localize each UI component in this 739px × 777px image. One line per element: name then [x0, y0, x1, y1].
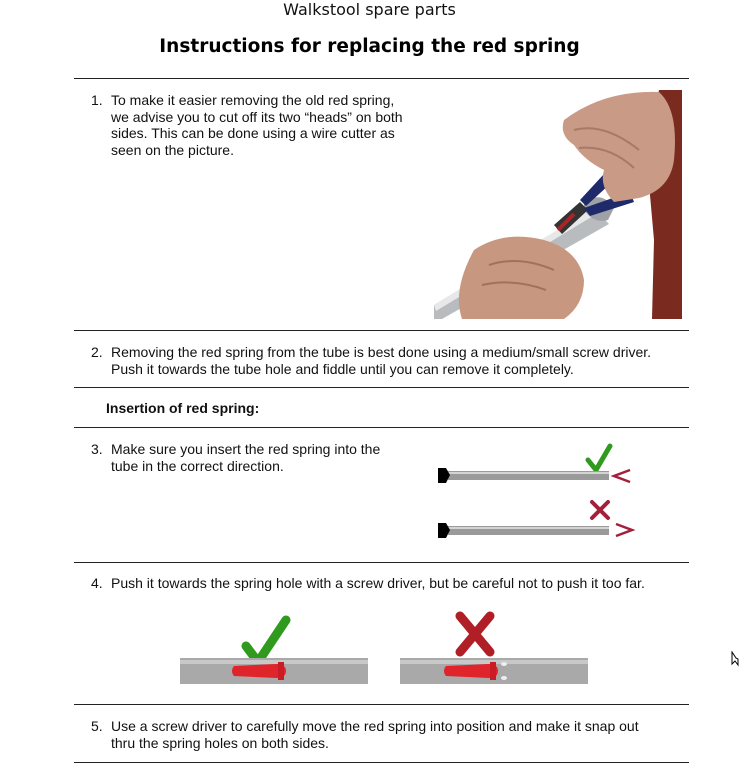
correct-push-example — [180, 620, 368, 684]
section-heading: Insertion of red spring: — [106, 400, 260, 416]
step-number-2: 2. — [91, 344, 103, 360]
step-5-line: Use a screw driver to carefully move the red spring into position and make it snap out — [111, 718, 639, 734]
checkmark-icon — [246, 620, 286, 662]
mouse-cursor-icon — [731, 651, 739, 667]
spring-hole — [501, 676, 507, 680]
divider — [74, 762, 689, 763]
step-1-line: seen on the picture. — [111, 141, 234, 158]
step-5-line: thru the spring holes on both sides. — [111, 734, 329, 751]
wrong-push-example — [400, 616, 588, 684]
step-number-5: 5. — [91, 718, 103, 734]
step-1-text — [111, 92, 403, 158]
document-header: Walkstool spare parts — [283, 0, 456, 19]
wire-cutter-photo — [434, 90, 682, 319]
tube-end-cap — [438, 523, 450, 538]
divider — [74, 330, 689, 331]
correct-direction-example — [438, 446, 630, 483]
step-1-line: To make it easier removing the old red spring, — [111, 92, 395, 108]
divider — [74, 427, 689, 428]
push-depth-diagram — [178, 606, 592, 688]
red-spring-symbol — [614, 470, 630, 482]
step-1-line: sides. This can be done using a wire cutter as — [111, 125, 395, 141]
red-spring — [232, 664, 286, 678]
step-number-1: 1. — [91, 92, 103, 108]
cross-icon — [592, 502, 608, 518]
step-3-line: tube in the correct direction. — [111, 457, 284, 474]
spring-hole — [501, 662, 507, 666]
step-number-3: 3. — [91, 441, 103, 457]
divider — [74, 562, 689, 563]
checkmark-icon — [588, 446, 610, 470]
step-2-line: Removing the red spring from the tube is best done using a medium/small screw driver. — [111, 344, 652, 360]
step-4-text — [111, 575, 645, 592]
wrong-direction-example — [438, 502, 632, 538]
cross-icon — [460, 616, 490, 652]
red-spring — [444, 664, 498, 678]
divider — [74, 704, 689, 705]
step-5-text — [111, 718, 639, 751]
page-title: Instructions for replacing the red spring — [159, 36, 580, 57]
red-spring-symbol — [616, 524, 632, 536]
step-3-line: Make sure you insert the red spring into the — [111, 441, 381, 457]
step-number-4: 4. — [91, 575, 103, 591]
divider — [74, 78, 689, 79]
step-3-text — [111, 441, 380, 474]
step-1-line: we advise you to cut off its two “heads” on both — [111, 108, 403, 125]
divider — [74, 387, 689, 388]
step-4-line: Push it towards the spring hole with a screw driver, but be careful not to push it too far. — [111, 575, 645, 591]
step-2-text — [111, 344, 651, 377]
step-2-line: Push it towards the tube hole and fiddle until you can remove it completely. — [111, 360, 574, 377]
spring-direction-diagram — [432, 438, 642, 550]
tube-end-cap — [438, 468, 450, 483]
